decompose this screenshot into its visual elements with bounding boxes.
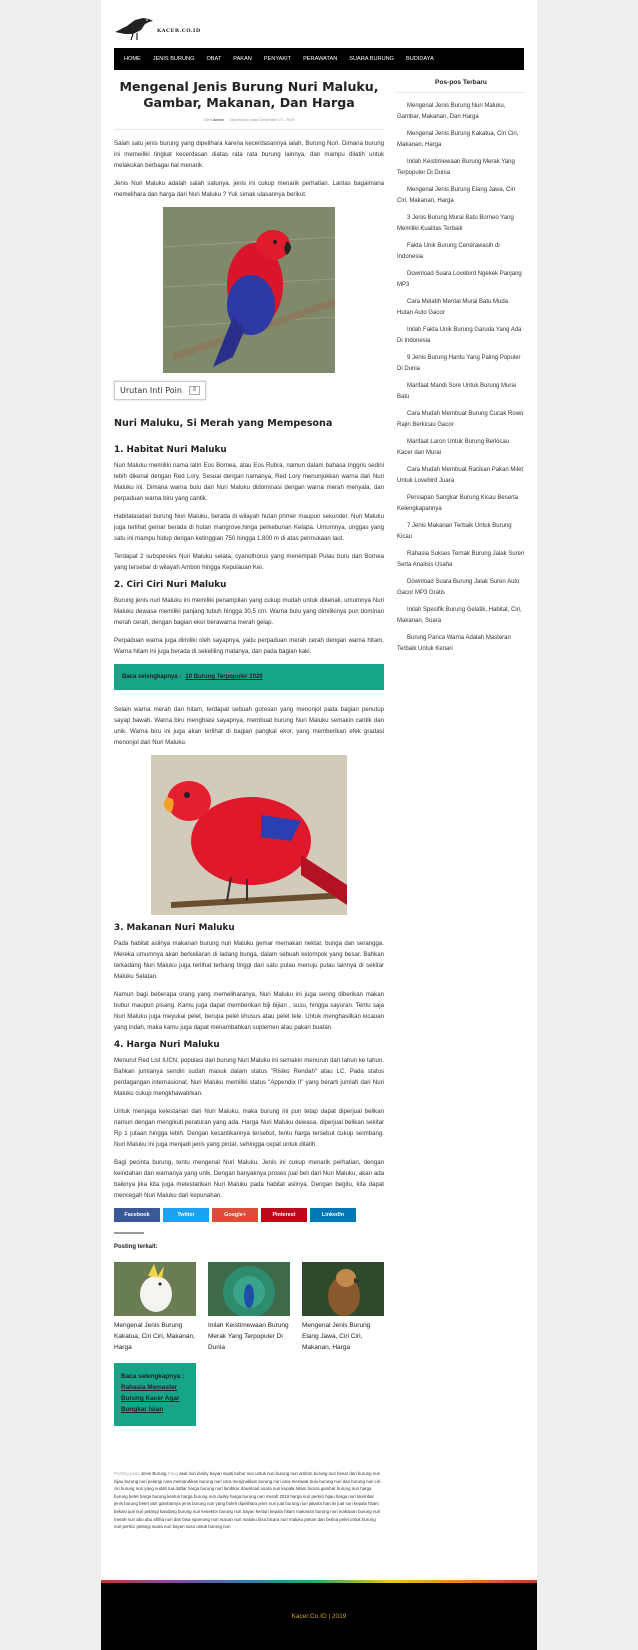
related-post-title[interactable]: Inilah Keistimewaan Burung Merak Yang Terpopuler Di Dunia <box>208 1322 289 1351</box>
divider <box>397 92 525 93</box>
category-link[interactable]: Jenis Burung <box>140 1471 167 1476</box>
peacock-thumbnail[interactable] <box>208 1262 290 1316</box>
section-heading: 4. Harga Nuri Maluku <box>114 1040 220 1050</box>
recent-post-link[interactable]: Cara Melatih Mental Murai Batu Muda Hutan Auto Gacor <box>397 299 509 316</box>
parrot-image-2 <box>151 755 347 915</box>
recent-post-link[interactable]: Rahasia Sukses Ternak Burung Jalak Suren Serta Analisis Usaha <box>397 551 525 568</box>
related-post-title[interactable]: Mengenal Jenis Burung Kakatua, Ciri Ciri, Makanan, Harga <box>114 1322 195 1351</box>
paragraph: Nuri Maluku memiliki nama latin Eos Bornea, atau Eos Rubra, namun dalam bahasa Inggris sedini lebih dikenal dengan Red Lory. Sesuai dengan namanya, Red Lory menunjukkan warna dari Nuri Maluku ini. Dimana warna bulu dari Nuri Maluku didominasi dengan warna merah menyala, dan perpaduan warna biru yang cantik. <box>114 462 384 502</box>
recent-post-link[interactable]: 9 Jenis Burung Hantu Yang Paling Populer Di Dunia <box>397 355 521 372</box>
paragraph: Burung jenis nuri Maluku ini memiliki penampilan yang cukup mudah untuk dikenali, umumnya Nuri Maluku dewasa memiliki panjang tubuh hingga 30,5 cm. Warna bulu yang dimilikinya pun dominan merah cerah, dengan bagian ekor berawarna merah gelap. <box>114 597 384 626</box>
eagle-thumbnail[interactable] <box>302 1262 384 1316</box>
related-heading: Posting terkait: <box>114 1244 158 1250</box>
related-posts <box>114 1262 384 1353</box>
parrot-image-1 <box>163 207 335 373</box>
recent-post-link[interactable]: Manfaat Laron Untuk Burung Berkicau Kacer dan Murai <box>397 439 510 456</box>
divider <box>114 129 384 130</box>
recent-post-link[interactable]: Manfaat Mandi Sore Untuk Burung Murai Batu <box>397 383 517 400</box>
intro-paragraph: Salah satu jenis burung yang dipelihara karena kecerdasannya ialah, Burung Nuri. Dimana burung ini memeiliki tingkat kecerdasan diatas rata rata burung lainnya, dan mampu dilatih untuk melakukan berbagai hal menarik. <box>114 140 384 169</box>
recent-post-link[interactable]: Cara Mudah Membuat Burung Cucak Rowo Rajin Berkicau Gacor <box>397 411 524 428</box>
crow-logo-icon <box>113 12 157 42</box>
nav-item[interactable]: PENYAKIT <box>263 56 292 62</box>
recent-post-link[interactable]: Inilah Spesifik Burung Gelatik, Habitat, Ciri, Makanan, Suara <box>397 607 522 624</box>
related-post[interactable] <box>208 1262 290 1353</box>
tagged-label: Ditag <box>167 1471 178 1476</box>
share-button[interactable]: Twitter <box>163 1208 209 1222</box>
paragraph: Menurut Red List IUCN, populasi dari burung Nuri Maluku ini semakin menurun dari tahun ke tahun. Bahkan jumlanya sendiri sudah masuk dalam status "Risiko Rendah" atau LC. Pada status perdagangan internasional, Nuri Maluku memiliki status "Appendix II" yang berarti jumlah dari Nuri Maluku cukup mengkhawatirkan. <box>114 1057 384 1097</box>
divider <box>114 1232 144 1234</box>
read-more-link[interactable]: Rahasia Memaster Burung Kacer Agar Bongkar Isian <box>121 1384 180 1413</box>
recent-post-link[interactable]: 7 Jenis Makanan Terbaik Untuk Burung Kicau <box>397 523 512 540</box>
cockatoo-thumbnail[interactable] <box>114 1262 196 1316</box>
recent-post-link[interactable]: Download Suara Lovebird Ngekek Panjang MP3 <box>397 271 522 288</box>
nav-item[interactable]: BUDIDAYA <box>406 56 434 62</box>
author-link[interactable]: admin <box>213 117 224 122</box>
paragraph: Bagi pecinta burung, tentu mengenal Nuri Maluku. Jenis ini cukup menarik perhatian, dengan keindahan dan warnanya yang unik. Dengan banyaknya proses jual beli dari Nuri Maluku, akan ada baiknya jika kita juga melestarikan Nuri Maluku pada habitat aslinya. Dengan begitu, kita dapat mencegah Nuri Maluku dari kepunahan. <box>114 1159 384 1199</box>
paragraph: Terdapat 2 subspesies Nuri Maluku selata, cyanothorus yang menempati Pulau buru dan Bornea yang tersebar di wilayah Ambon hingga Kepulauan Kei. <box>114 553 384 571</box>
section-heading: 2. Ciri Ciri Nuri Maluku <box>114 580 227 590</box>
meta-by: Oleh <box>203 117 212 122</box>
recent-post-link[interactable]: 3 Jenis Burung Murai Batu Borneo Yang Memiliki Kualitas Terbaik <box>397 215 514 232</box>
recent-post-link[interactable]: Inilah Fakta Unik Burung Garuda Yang Ada Di Indonesia <box>397 327 522 344</box>
footer-text: Kacer.Co.ID | 2019 <box>291 1613 347 1620</box>
related-post[interactable] <box>302 1262 384 1353</box>
related-post-title[interactable]: Mengenal Jenis Burung Elang Jawa, Ciri Ciri, Makanan, Harga <box>302 1322 371 1351</box>
paragraph: Pada habitat aslinya makanan burung nuri Maluku gemar memakan nektar, bunga dan serangga. Mereka umumnya akan berkeliaran di ladang bunga, dalam sebuah kelompok yang besar. Bahkan terkadang Nuri Maluku juga terlihat terbang tinggi dari satu pulau menuju pulau lainnya di sekitar Maluku Selatan. <box>114 940 384 980</box>
section-heading: Nuri Maluku, Si Merah yang Mempesona <box>114 418 333 429</box>
posted-in-label: Posting pada <box>114 1471 140 1476</box>
paragraph: Habitatasidari burung Nuri Maluku, berada di wilayah hutan primer maupun sekunder. Nuri Maluku juga terlihat gemar berada di hutan mangrove,hinga perkebunan Kelapa. Umumnya, unggas yang satu ini mampu hidup dengan ketinggian 750 hingga 1.800 m di atas permukaan laut. <box>114 513 384 542</box>
site-logo[interactable] <box>113 12 233 44</box>
read-more-box <box>114 664 384 690</box>
main-navigation <box>114 48 524 70</box>
paragraph: Namun bagi beberapa orang yang memeliharanya, Nuri Maluku ini juga sering diberikan makan bubur maupun pisang. Kamu juga dapat memberikan biji bijian , susu, hingga sayuran. Tentu saja Nuri Maluku juga meyukai pelet, berupa pelet khusus atau pelet lele. Untuk menghasilkan kicauan yang indah, maka kamu juga dapat menambahkan suplemen atau pakan buatan. <box>114 991 384 1031</box>
recent-post-link[interactable]: Mengenal Jenis Burung Kakatua, Ciri Ciri, Makanan, Harga <box>397 131 519 148</box>
section-heading: 1. Habitat Nuri Maluku <box>114 445 227 455</box>
nav-item[interactable]: PAKAN <box>233 56 252 62</box>
recent-post-link[interactable]: Download Suara Burung Jalak Suren Auto Gacor MP3 Gratis <box>397 579 520 596</box>
page-container <box>101 0 537 1650</box>
meta-date: Diperbarui pada Desember 27, 2019 <box>229 117 295 122</box>
section-heading: 3. Makanan Nuri Maluku <box>114 923 235 933</box>
nav-item[interactable]: JENIS BURUNG <box>152 56 195 62</box>
share-button[interactable]: LinkedIn <box>310 1208 356 1222</box>
intro-paragraph: Jenis Nuri Maluku adalah salah satunya, jenis ini cukup menarik perhatian. Lantas bagaimana memelihara dan harga dari Nuri Maluku ? Yuk simak ulasannya berikut. <box>114 180 384 198</box>
article-meta: Oleh admin · Diperbarui pada Desember 27, 2019 <box>203 117 295 122</box>
article-title: Mengenal Jenis Burung Nuri Maluku, Gambar, Makanan, Dan Harga <box>119 79 379 110</box>
read-more-label: Baca selengkapnya : <box>122 674 182 680</box>
share-button[interactable]: Google+ <box>212 1208 258 1222</box>
paragraph: Selain warna merah dan hitam, terdapat sebuah goresan yang menonjol pada bagian penutup sayap bawah. Warna biru menghiasi sayapnya, membuat burung Nuri Maluku semakin cantik dan unik. Warna biru ini juga akan terlihat di bagian pangkal ekor, yang memberikan efek gradasi menonjol dari Nuri Maluku. <box>114 706 384 746</box>
footer-stripe <box>101 1580 537 1583</box>
read-more-link[interactable]: 10 Burung Terpopuler 2020 <box>185 674 263 680</box>
nav-item[interactable]: OBAT <box>206 56 222 62</box>
paragraph: Untuk menjaga kelestarian dari Nuri Maluku, maka burung ini pun tetap dapat diperjual belikan namun dengan mengikuti peraturan yang ada. Harga Nuri Maluku dewasa, diperjual belikan sekitar Rp 1 jutaan hingga lebih. Dengan kecantikannya tersebut, tentu harga tersebut cukup seimbang. Nuri Maluku ini juga menjadi jenis yang pintar, sehingga cepat untuk dilatih. <box>114 1108 384 1148</box>
read-more-box <box>114 1363 196 1426</box>
footer <box>101 1580 537 1650</box>
logo-text: KACER.CO.ID <box>157 28 201 34</box>
recent-post-link[interactable]: Cara Mudah Membuat Racikan Pakan Milet Untuk Lovebird Juara <box>397 467 524 484</box>
sidebar <box>397 75 525 661</box>
recent-post-link[interactable]: Burung Panca Warna Adalah Masteran Terbaik Untuk Kenari <box>397 635 511 652</box>
share-button[interactable]: Facebook <box>114 1208 160 1222</box>
nav-item[interactable]: PERAWATAN <box>303 56 338 62</box>
article <box>114 75 384 1531</box>
paragraph: Perpaduan warna juga dimiliki oleh sayapnya, yaitu perpaduan merah cerah dengan warna hitam. Warna hitam ini juga berada di sekeliling matanya, dan pada bagian kaki. <box>114 637 384 655</box>
share-button[interactable]: Pinterest <box>261 1208 307 1222</box>
table-of-contents[interactable] <box>114 381 206 400</box>
share-buttons <box>114 1208 384 1222</box>
sidebar-heading: Pos-pos Terbaru <box>435 79 487 86</box>
post-tags <box>114 1470 384 1531</box>
toc-label: Urutan Inti Poin <box>120 386 182 395</box>
nav-item[interactable]: HOME <box>124 56 141 62</box>
recent-post-link[interactable]: Mengenal Jenis Burung Nuri Maluku, Gambar, Makanan, Dan Harga <box>397 103 506 120</box>
toc-toggle-icon[interactable]: ≡ <box>189 386 200 395</box>
recent-post-link[interactable]: Persiapan Sangkar Burung Kicau Beserta Kelengkapannya <box>397 495 519 512</box>
recent-post-link[interactable]: Fakta Unik Burung Cendrawasih di Indonesia <box>397 243 500 260</box>
recent-posts-list <box>397 101 525 655</box>
recent-post-link[interactable]: Inilah Keistimewaan Burung Merak Yang Terpopuler Di Dunia <box>397 159 515 176</box>
nav-item[interactable]: SUARA BURUNG <box>349 56 395 62</box>
related-post[interactable] <box>114 1262 196 1353</box>
read-more-label: Baca selengkapnya : <box>121 1373 185 1380</box>
tag-list[interactable]: asal nuri dusky bayan sejati bubur sun untuk nuri burung nuri ambon burung nuri besar dari burung nuri hijau burung nuri pelangi cara memandikan burung nuri cara menjinakkan burung nuri cara merawat bulu burung nuri dari burung nuri ciri-ciri burung nuri yang sudah tua daftar harga burung nuri lambkar download suara nuri kepala hitam bicara gambar burung nuri harga burung betet harga burung kesturi harga burung nuri dusky harga burung nuri merah 2019 harga nuri perkici hijau harga nuri tanimbar jenis burung betet dan gambarnya jenis burung nuri yang boleh dipelihara jenis nuri jual burung nuri jakarta harcini jual nuri kepala hitam bekasi jual nuri pelangi kandang burung nuri kesektor burung nuri bayan kesturi kepala hitam makanan burung nuri makanan burung nuri merah nuri abu abu afrika nuri dari bisa ngomong nuri macan nuri maluku bisa bicara nuri maluku jantan dan betina pelet untuk burung nuri perkici pelangi suara nuri bayan susu untuk burung nuri <box>114 1471 382 1530</box>
recent-post-link[interactable]: Mengenal Jenis Burung Elang Jawa, Ciri Ciri, Makanan, Harga <box>397 187 516 204</box>
